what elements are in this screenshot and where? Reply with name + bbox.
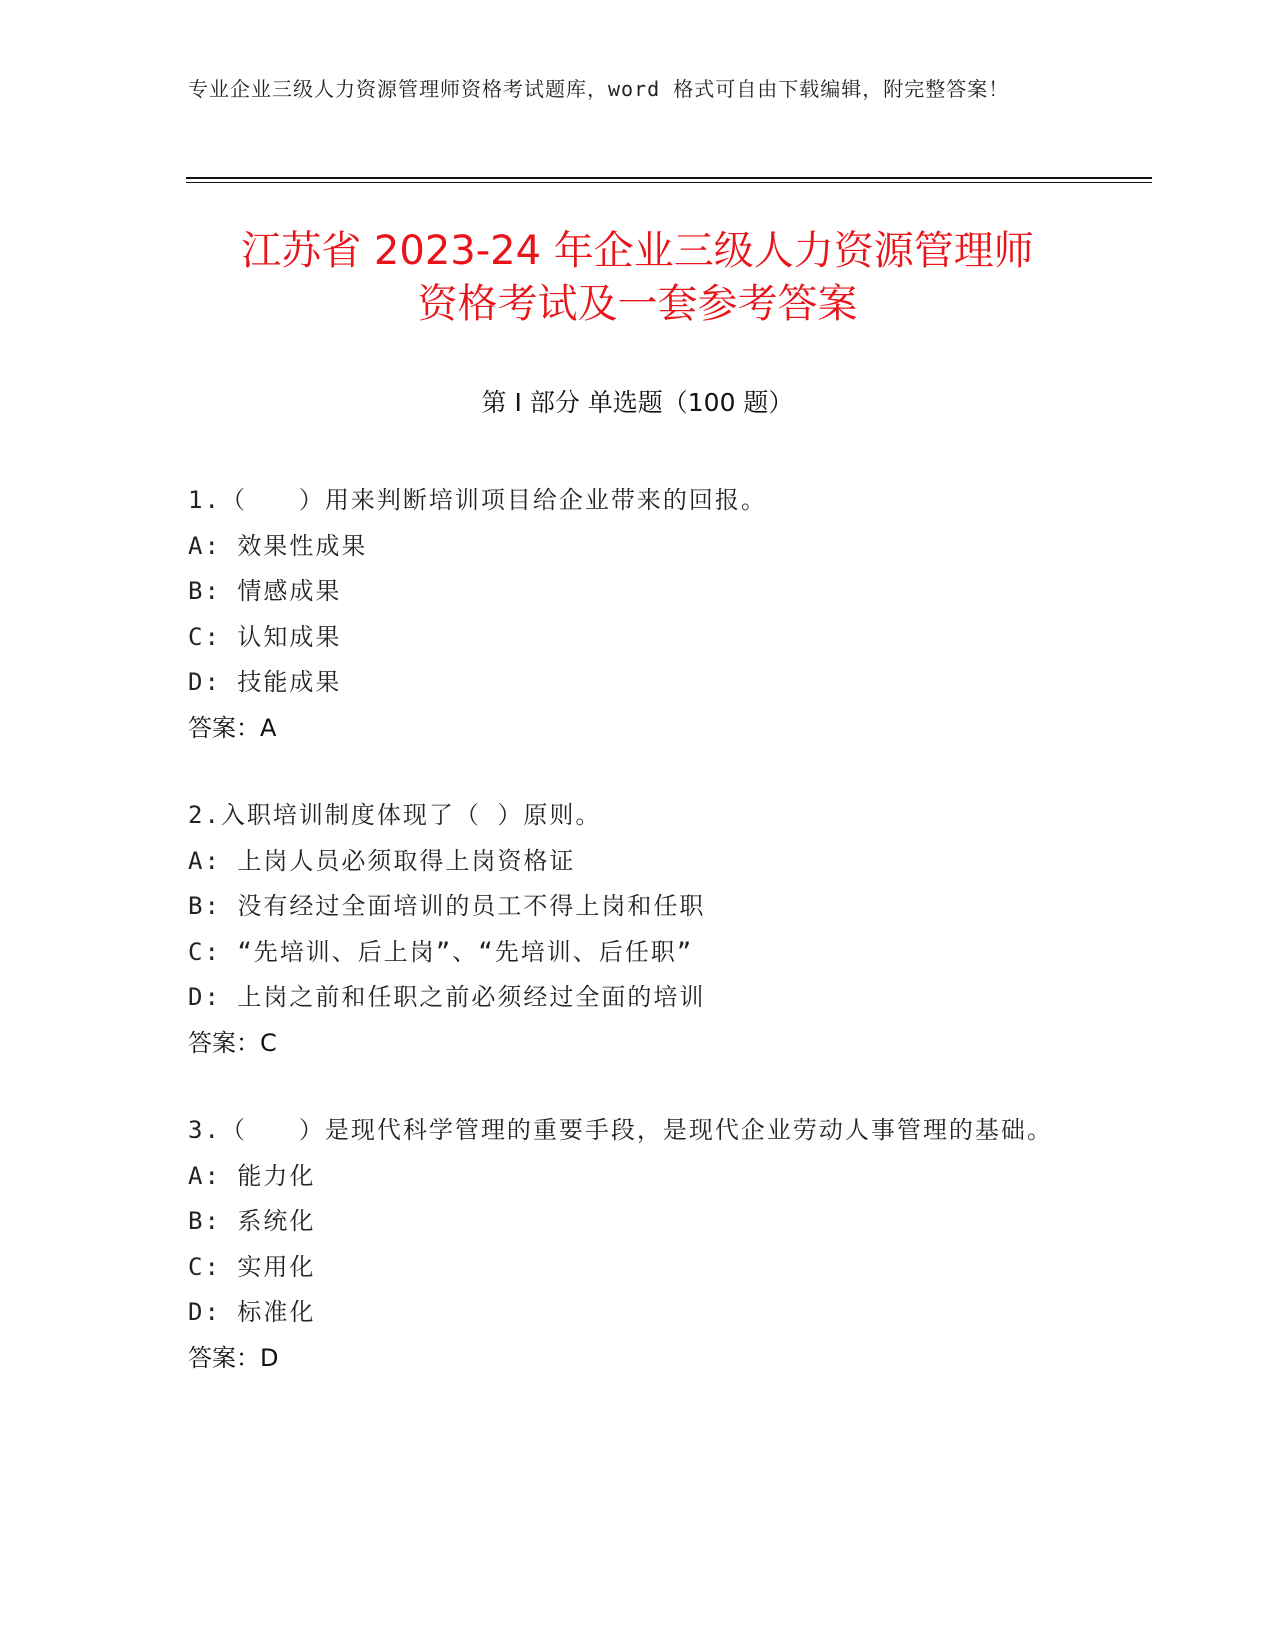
option-d: D: 上岗之前和任职之前必须经过全面的培训 bbox=[188, 983, 706, 1011]
answer: 答案：A bbox=[188, 713, 277, 742]
question-2 bbox=[188, 793, 1068, 1066]
document-title-line-1: 江苏省 2023-24 年企业三级人力资源管理师 bbox=[241, 228, 1034, 274]
question-3 bbox=[188, 1108, 1068, 1381]
option-a: A: 效果性成果 bbox=[188, 531, 368, 560]
question-stem: 1.（ ）用来判断培训项目给企业带来的回报。 bbox=[188, 486, 767, 514]
option-c: C: 认知成果 bbox=[188, 622, 342, 651]
question-stem: 2.入职培训制度体现了（ ）原则。 bbox=[188, 801, 602, 829]
document-title bbox=[150, 225, 1125, 331]
option-b: B: 没有经过全面培训的员工不得上岗和任职 bbox=[188, 892, 706, 920]
option-d: D: 标准化 bbox=[188, 1298, 316, 1326]
option-d: D: 技能成果 bbox=[188, 668, 342, 696]
header-note: 专业企业三级人力资源管理师资格考试题库，word 格式可自由下载编辑，附完整答案！ bbox=[188, 77, 1010, 101]
document-title-line-2: 资格考试及一套参考答案 bbox=[417, 281, 858, 327]
option-a: A: 上岗人员必须取得上岗资格证 bbox=[188, 846, 576, 875]
header-divider-thin bbox=[186, 182, 1152, 183]
option-b: B: 情感成果 bbox=[188, 577, 342, 605]
option-b: B: 系统化 bbox=[188, 1207, 316, 1235]
question-list bbox=[188, 478, 1068, 1423]
question-stem: 3.（ ）是现代科学管理的重要手段，是现代企业劳动人事管理的基础。 bbox=[188, 1116, 1053, 1144]
answer: 答案：D bbox=[188, 1343, 279, 1372]
option-c: C: 实用化 bbox=[188, 1252, 316, 1281]
header-divider-thick bbox=[186, 177, 1152, 179]
option-a: A: 能力化 bbox=[188, 1161, 316, 1190]
option-c: C: “先培训、后上岗”、“先培训、后任职” bbox=[188, 937, 694, 966]
answer: 答案：C bbox=[188, 1028, 277, 1057]
section-title: 第 I 部分 单选题（100 题） bbox=[481, 388, 794, 417]
question-1 bbox=[188, 478, 1068, 751]
